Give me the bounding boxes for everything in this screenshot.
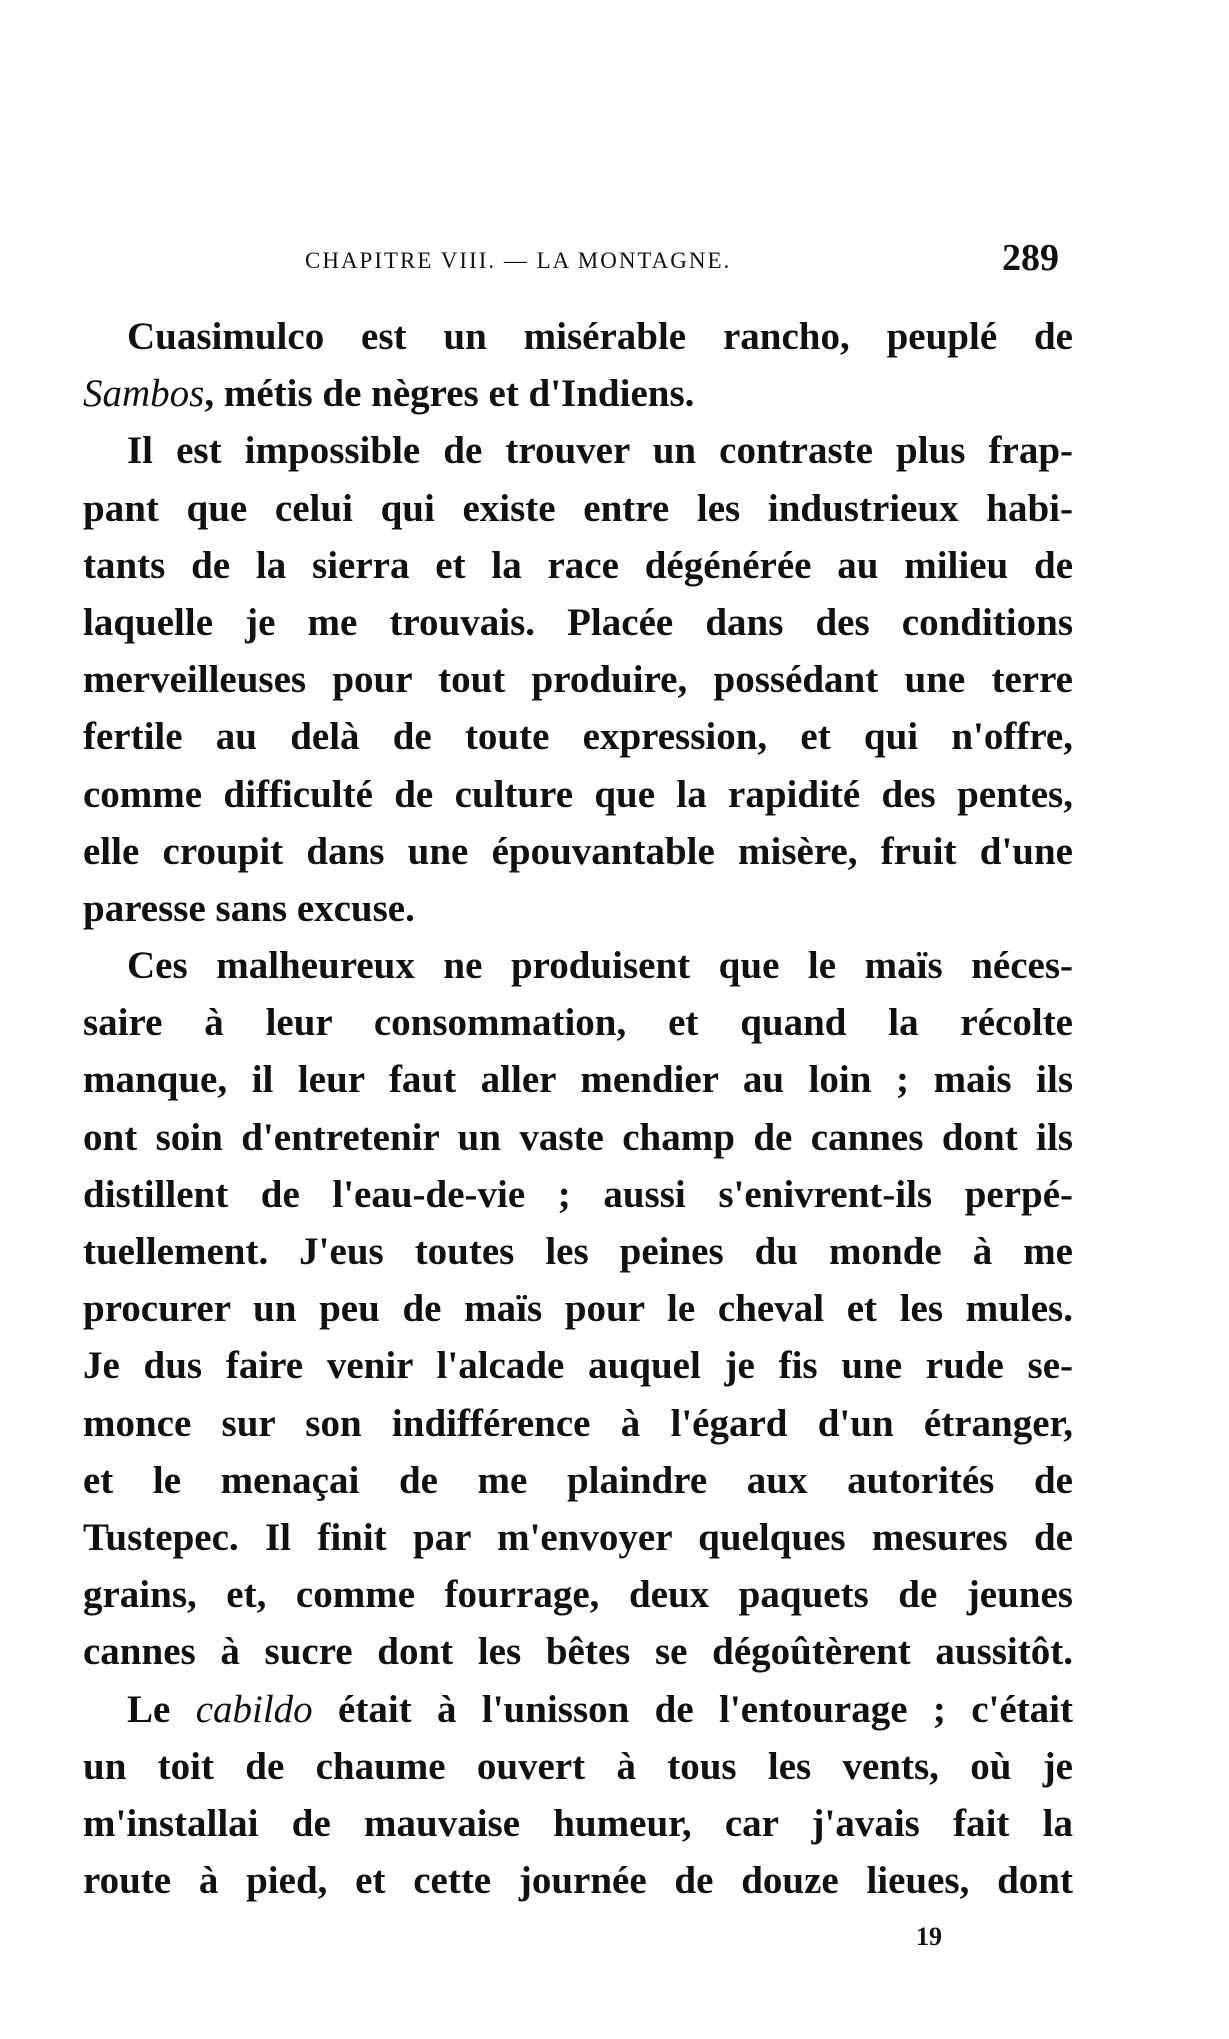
page-number: 289 [1002,237,1059,279]
text-line: laquelle je me trouvais. Placée dans des conditions [83,600,1073,644]
text-line: Je dus faire venir l'alcade auquel je fis une rude se- [83,1344,1073,1388]
text-line: saire à leur consommation, et quand la récolte [83,1001,1073,1045]
text-line: merveilleuses pour tout produire, possédant une terre [83,658,1073,702]
text-line: Il est impossible de trouver un contraste plus frap- [127,429,1073,473]
italic-term: cabildo [195,1687,313,1731]
text-line: route à pied, et cette journée de douze lieues, dont [83,1859,1073,1903]
text-line: paresse sans excuse. [83,886,415,930]
body-text [83,308,1073,1909]
text-line: Le cabildo était à l'unisson de l'entourage ; c'était [127,1687,1073,1731]
text-line: m'installai de mauvaise humeur, car j'avais fait la [83,1801,1073,1845]
text-line: grains, et, comme fourrage, deux paquets de jeunes [83,1573,1073,1617]
text-line: ont soin d'entretenir un vaste champ de cannes dont ils [83,1115,1073,1159]
text-line: elle croupit dans une épouvantable misère, fruit d'une [83,829,1073,873]
italic-term: Sambos [83,372,205,416]
signature-mark: 19 [916,1922,942,1951]
text-line: et le menaçai de me plaindre aux autorités de [83,1458,1073,1502]
text-line: Tustepec. Il finit par m'envoyer quelques mesures de [83,1515,1073,1559]
text-line: un toit de chaume ouvert à tous les vents, où je [83,1744,1073,1788]
text-line: pant que celui qui existe entre les industrieux habi- [83,486,1073,530]
text-line: Ces malheureux ne produisent que le maïs néces- [127,944,1073,988]
text-line: fertile au delà de toute expression, et qui n'offre, [83,715,1073,759]
text-line: distillent de l'eau-de-vie ; aussi s'enivrent-ils perpé- [83,1172,1073,1216]
text-line: tants de la sierra et la race dégénérée au milieu de [83,543,1073,587]
text-line: procurer un peu de maïs pour le cheval et les mules. [83,1287,1073,1331]
text-line: monce sur son indifférence à l'égard d'un étranger, [83,1401,1073,1445]
text-line: Cuasimulco est un misérable rancho, peuplé de [127,315,1073,358]
text-line: tuellement. J'eus toutes les peines du monde à me [83,1230,1073,1273]
text-line: comme difficulté de culture que la rapidité des pentes, [83,772,1073,816]
text-line: manque, il leur faut aller mendier au loin ; mais ils [83,1058,1073,1102]
text-line: cannes à sucre dont les bêtes se dégoûtèrent aussitôt. [83,1630,1073,1674]
running-header: CHAPITRE VIII. — LA MONTAGNE. [305,248,732,273]
text-line: Sambos, métis de nègres et d'Indiens. [83,372,695,416]
